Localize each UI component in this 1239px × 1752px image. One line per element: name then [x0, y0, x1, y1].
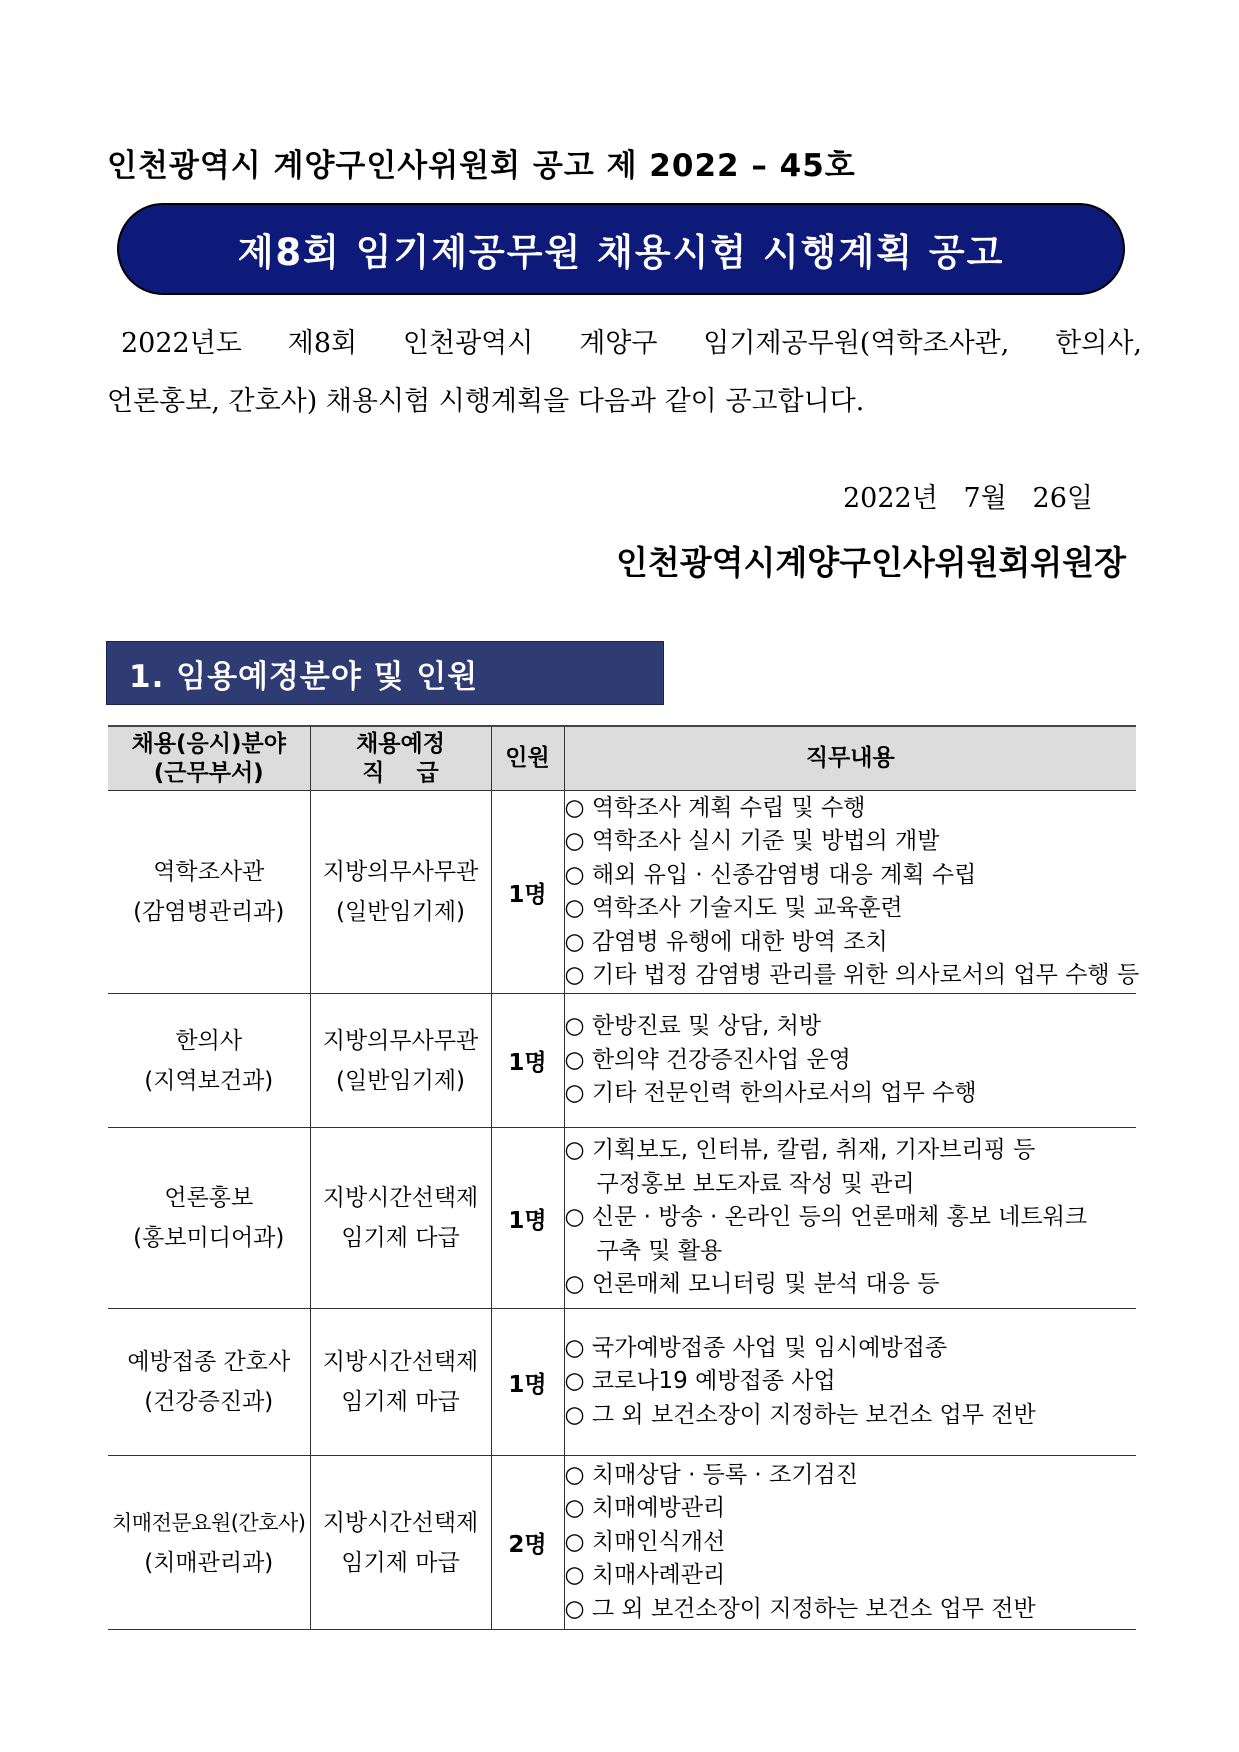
cell-duties — [564, 791, 1140, 994]
cell-field — [108, 1128, 310, 1309]
grade-line2: (일반임기제) — [335, 1067, 466, 1094]
header-field — [108, 726, 310, 791]
duty-item: ○ 치매사례관리 — [564, 1562, 726, 1589]
duty-item: ○ 역학조사 실시 기준 및 방법의 개발 — [564, 828, 940, 854]
duty-item-continuation: 구정홍보 보도자료 작성 및 관리 — [596, 1170, 915, 1197]
field-dept: (건강증진과) — [144, 1389, 274, 1415]
page-title: 제8회 임기제공무원 채용시험 시행계획 공고 — [237, 231, 1005, 274]
duty-item: ○ 신문 · 방송 · 온라인 등의 언론매체 홍보 네트워크 — [564, 1204, 1088, 1231]
title-banner — [117, 203, 1125, 295]
table-header-row — [108, 726, 1136, 791]
duty-item: ○ 코로나19 예방접종 사업 — [564, 1368, 836, 1395]
cell-field — [108, 1309, 310, 1456]
duty-item: ○ 기타 전문인력 한의사로서의 업무 수행 — [564, 1080, 977, 1107]
table-row — [108, 1128, 1136, 1309]
table-row — [108, 1309, 1136, 1456]
signer: 인천광역시계양구인사위원회위원장 — [615, 543, 1126, 582]
cell-grade — [310, 1456, 491, 1630]
cell-field — [108, 1456, 310, 1630]
field-name: 예방접종 간호사 — [127, 1349, 291, 1375]
duty-item: ○ 기획보도, 인터뷰, 칼럼, 취재, 기자브리핑 등 — [564, 1137, 1036, 1164]
grade-line1: 지방시간선택제 — [322, 1509, 479, 1536]
intro-line-2: 언론홍보, 간호사) 채용시험 시행계획을 다음과 같이 공고합니다. — [107, 386, 865, 417]
duty-item: ○ 언론매체 모니터링 및 분석 대응 등 — [564, 1271, 940, 1298]
section-heading-text: 1. 임용예정분야 및 인원 — [129, 658, 479, 695]
field-name: 역학조사관 — [153, 859, 265, 885]
grade-line1: 지방시간선택제 — [322, 1349, 479, 1375]
cell-grade — [310, 1309, 491, 1456]
cell-duties — [564, 1128, 1136, 1309]
field-dept: (지역보건과) — [144, 1067, 274, 1094]
duty-item: ○ 한방진료 및 상담, 처방 — [564, 1013, 822, 1040]
cell-field — [108, 994, 310, 1128]
cell-duties — [564, 1309, 1136, 1456]
grade-line1: 지방의무사무관 — [322, 859, 479, 885]
header-grade-line2: 직 급 — [362, 759, 439, 786]
duty-item: ○ 감염병 유행에 대한 방역 조치 — [564, 928, 888, 955]
cell-count: 2명 — [491, 1456, 564, 1630]
grade-line1: 지방의무사무관 — [322, 1027, 479, 1054]
duty-item: ○ 역학조사 계획 수립 및 수행 — [564, 794, 866, 821]
duty-item: ○ 국가예방접종 사업 및 임시예방접종 — [564, 1334, 948, 1361]
field-name: 한의사 — [175, 1027, 243, 1054]
cell-duties — [564, 994, 1136, 1128]
header-field-line1: 채용(응시)분야 — [131, 730, 286, 757]
duty-item: ○ 역학조사 기술지도 및 교육훈련 — [564, 895, 903, 921]
duty-item: ○ 치매예방관리 — [564, 1495, 726, 1522]
field-dept: (감염병관리과) — [133, 899, 285, 925]
table-row — [108, 994, 1136, 1128]
duty-item: ○ 그 외 보건소장이 지정하는 보건소 업무 전반 — [564, 1401, 1036, 1428]
positions-table — [108, 725, 1140, 1630]
header-count: 인원 — [491, 726, 564, 791]
table-row — [108, 1456, 1136, 1630]
grade-line2: 임기제 마급 — [341, 1389, 460, 1415]
field-name: 치매전문요원(간호사) — [112, 1510, 306, 1535]
cell-grade — [310, 791, 491, 994]
section-heading — [106, 641, 664, 705]
intro-paragraph — [107, 315, 1142, 431]
table-row — [108, 791, 1136, 994]
duty-item: ○ 치매인식개선 — [564, 1528, 726, 1555]
duty-item: ○ 치매상담 · 등록 · 조기검진 — [564, 1461, 858, 1488]
header-duties: 직무내용 — [564, 726, 1136, 791]
header-grade — [310, 726, 491, 791]
duty-item-continuation: 구축 및 활용 — [596, 1237, 723, 1264]
cell-count: 1명 — [491, 791, 564, 994]
cell-field — [108, 791, 310, 994]
header-field-line2: (근무부서) — [153, 759, 264, 786]
grade-line2: (일반임기제) — [335, 899, 466, 925]
cell-duties — [564, 1456, 1136, 1630]
cell-grade — [310, 994, 491, 1128]
notice-number: 인천광역시 계양구인사위원회 공고 제 2022 – 45호 — [107, 148, 856, 184]
announcement-date: 2022년 7월 26일 — [843, 483, 1093, 514]
cell-count: 1명 — [491, 1128, 564, 1309]
cell-count: 1명 — [491, 1309, 564, 1456]
duty-item: ○ 그 외 보건소장이 지정하는 보건소 업무 전반 — [564, 1595, 1036, 1622]
field-dept: (홍보미디어과) — [133, 1225, 285, 1251]
field-dept: (치매관리과) — [144, 1549, 274, 1576]
cell-grade — [310, 1128, 491, 1309]
grade-line1: 지방시간선택제 — [322, 1185, 479, 1211]
duty-item: ○ 한의약 건강증진사업 운영 — [564, 1046, 851, 1073]
duty-item: ○ 해외 유입 · 신종감염병 대응 계획 수립 — [564, 861, 977, 888]
header-grade-line1: 채용예정 — [356, 730, 445, 757]
grade-line2: 임기제 다급 — [341, 1225, 460, 1251]
duty-item: ○ 기타 법정 감염병 관리를 위한 의사로서의 업무 수행 등 — [564, 962, 1140, 988]
field-name: 언론홍보 — [164, 1185, 254, 1211]
cell-count: 1명 — [491, 994, 564, 1128]
intro-line-1: 2022년도 제8회 인천광역시 계양구 임기제공무원(역학조사관, 한의사, — [121, 328, 1142, 359]
grade-line2: 임기제 마급 — [341, 1549, 460, 1576]
